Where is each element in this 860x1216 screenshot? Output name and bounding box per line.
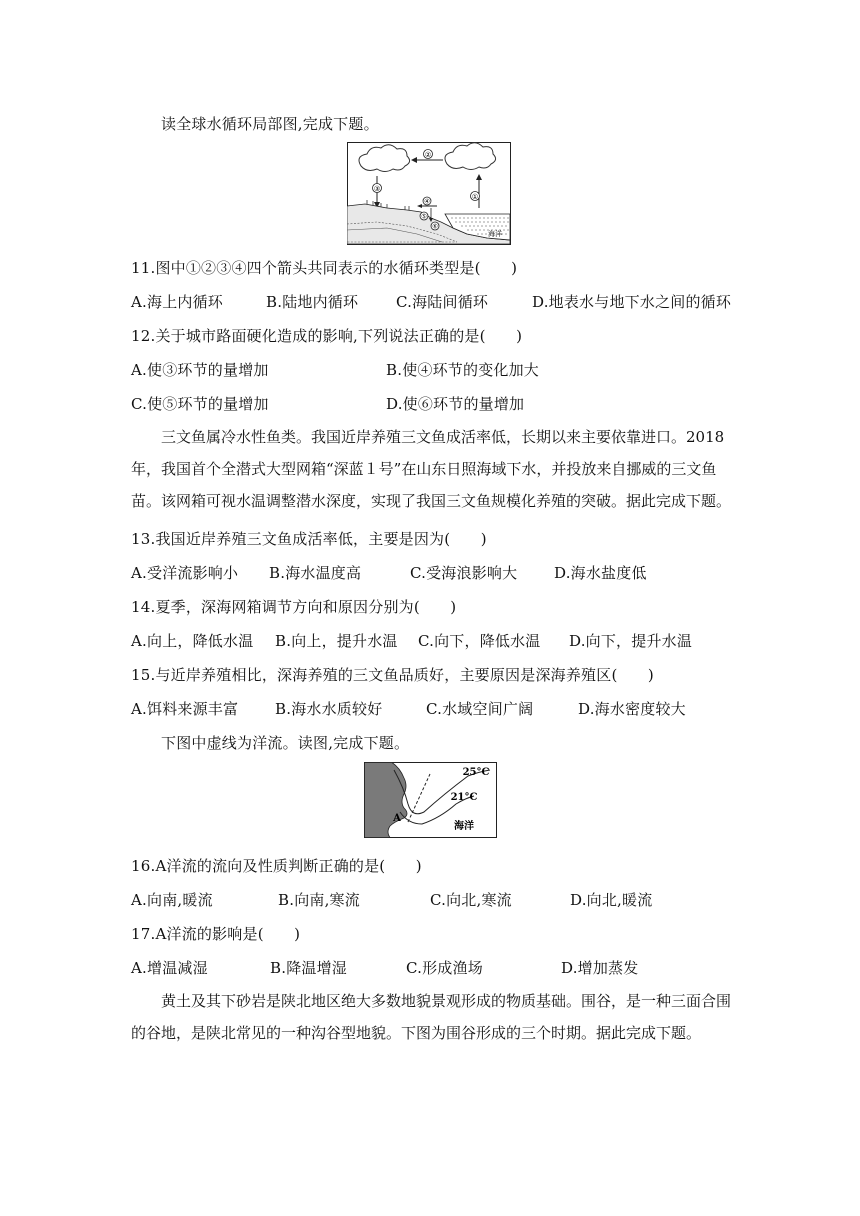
q17-stem: 17.A洋流的影响是( ) (131, 925, 301, 943)
label-1: ① (471, 193, 479, 201)
intro-current: 下图中虚线为洋流。读图,完成下题。 (161, 734, 410, 752)
ocean-current-figure (364, 762, 497, 838)
q12-option-d[interactable]: D.使⑥环节的量增加 (386, 395, 525, 413)
q14-option-a[interactable]: A.向上，降低水温 (131, 632, 254, 650)
q15-stem: 15.与近岸养殖相比，深海养殖的三文鱼品质好，主要原因是深海养殖区( ) (131, 666, 654, 684)
q14-option-b[interactable]: B.向上，提升水温 (275, 632, 398, 650)
q12-stem: 12.关于城市路面硬化造成的影响,下列说法正确的是( ) (131, 327, 523, 345)
point-a-label: A (393, 813, 401, 824)
q12-option-a[interactable]: A.使③环节的量增加 (131, 361, 269, 379)
q15-option-c[interactable]: C.水域空间广阔 (426, 700, 534, 718)
q16-option-a[interactable]: A.向南,暖流 (131, 891, 213, 909)
ocean-label: 海洋 (454, 821, 474, 832)
intro-valley-text: 黄土及其下砂岩是陕北地区绝大多数地貌景观形成的物质基础。围谷，是一种三面合围的谷地，是陕北常见的一种沟谷型地貌。下图为围谷形成的三个时期。据此完成下题。 (131, 992, 732, 1042)
q13-stem: 13.我国近岸养殖三文鱼成活率低，主要是因为( ) (131, 530, 487, 548)
q13-option-c[interactable]: C.受海浪影响大 (410, 564, 518, 582)
q11-stem: 11.图中①②③④四个箭头共同表示的水循环类型是( ) (131, 259, 518, 277)
q15-option-b[interactable]: B.海水水质较好 (275, 700, 383, 718)
intro-valley (131, 985, 731, 1049)
label-2: ② (424, 151, 432, 159)
q14-stem: 14.夏季，深海网箱调节方向和原因分别为( ) (131, 598, 457, 616)
q12-option-b[interactable]: B.使④环节的变化加大 (386, 361, 539, 379)
q11-option-a[interactable]: A.海上内循环 (131, 293, 224, 311)
q16-option-c[interactable]: C.向北,寒流 (430, 891, 512, 909)
isotherm-25-label: 25°C (462, 767, 490, 778)
q13-option-d[interactable]: D.海水盐度低 (554, 564, 647, 582)
water-cycle-figure (347, 142, 511, 245)
q11-option-b[interactable]: B.陆地内循环 (266, 293, 359, 311)
q11-option-d[interactable]: D.地表水与地下水之间的循环 (532, 293, 732, 311)
q15-option-a[interactable]: A.饵料来源丰富 (131, 700, 239, 718)
q16-stem: 16.A洋流的流向及性质判断正确的是( ) (131, 857, 422, 875)
q14-option-c[interactable]: C.向下，降低水温 (418, 632, 541, 650)
q11-option-c[interactable]: C.海陆间循环 (396, 293, 489, 311)
q17-option-d[interactable]: D.增加蒸发 (561, 959, 639, 977)
label-4: ④ (424, 197, 430, 206)
q16-option-b[interactable]: B.向南,寒流 (278, 891, 360, 909)
label-3: ③ (373, 185, 381, 193)
q12-option-c[interactable]: C.使⑤环节的量增加 (131, 395, 269, 413)
label-5: ⑤ (421, 212, 427, 221)
isotherm-21-label: 21°C (450, 792, 478, 803)
intro-salmon-text: 三文鱼属冷水性鱼类。我国近岸养殖三文鱼成活率低，长期以来主要依靠进口。2018年，我国首个全潜式大型网箱“深蓝１号”在山东日照海域下水，并投放来自挪威的三文鱼苗。该网箱可视水温调整潜水深度，实现了我国三文鱼规模化养殖的突破。据此完成下题。 (131, 428, 732, 510)
label-6: ⑥ (432, 222, 438, 231)
q14-option-d[interactable]: D.向下，提升水温 (569, 632, 693, 650)
q13-option-a[interactable]: A.受洋流影响小 (131, 564, 239, 582)
ocean-label: 海洋 (488, 230, 502, 238)
q16-option-d[interactable]: D.向北,暖流 (570, 891, 653, 909)
intro-water-cycle: 读全球水循环局部图,完成下题。 (161, 115, 379, 133)
q17-option-a[interactable]: A.增温减湿 (131, 959, 208, 977)
intro-salmon (131, 421, 731, 517)
q13-option-b[interactable]: B.海水温度高 (269, 564, 362, 582)
q15-option-d[interactable]: D.海水密度较大 (578, 700, 686, 718)
q17-option-c[interactable]: C.形成渔场 (406, 959, 483, 977)
q17-option-b[interactable]: B.降温增湿 (270, 959, 347, 977)
